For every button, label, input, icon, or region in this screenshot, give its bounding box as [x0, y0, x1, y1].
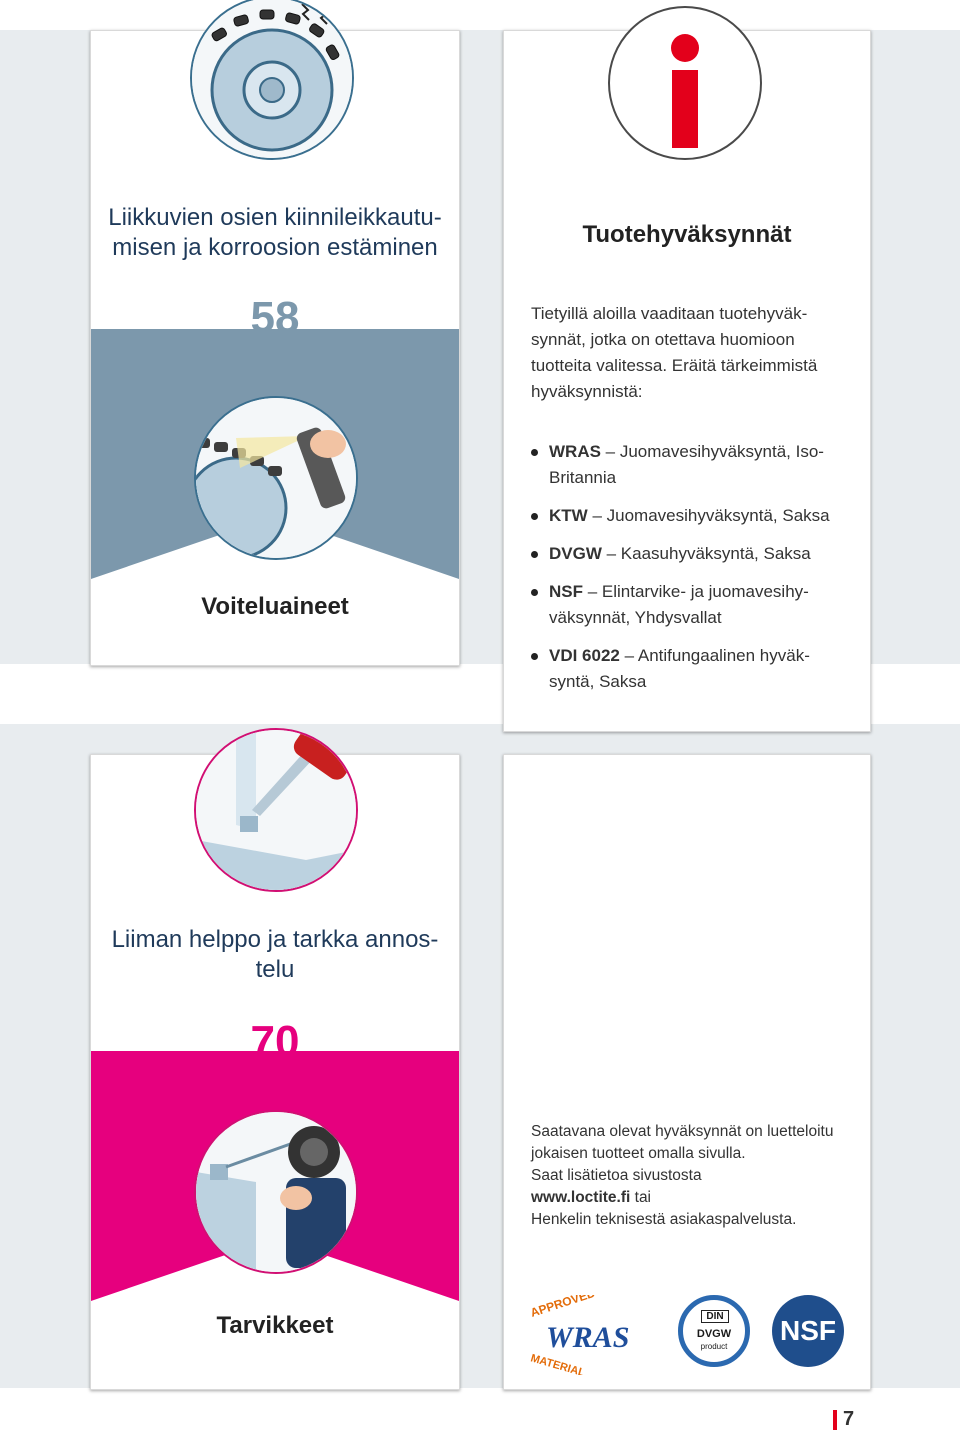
page-reference-number[interactable]: 70	[250, 1017, 300, 1066]
approval-item-dvgw: DVGW – Kaasuhyväksyntä, Saksa	[531, 541, 851, 567]
category-label: Voiteluaineet	[201, 593, 349, 620]
approval-item-nsf: NSF – Elintarvike- ja juomavesihy-väksynnät, Yhdysvallat	[531, 579, 851, 631]
svg-text:MATERIAL: MATERIAL	[529, 1352, 587, 1375]
nsf-logo: NSF	[772, 1295, 844, 1367]
approvals-heading: Tuotehyväksynnät	[582, 221, 792, 248]
page-number-marker	[833, 1410, 837, 1430]
glue-dispensing-illustration	[194, 728, 358, 892]
chain-sprocket-illustration	[190, 0, 354, 160]
svg-text:WRAS: WRAS	[546, 1321, 630, 1354]
svg-text:APPROVED: APPROVED	[528, 1295, 597, 1320]
approvals-intro: Tietyillä aloilla vaaditaan tuotehyväk- synnät, jotka on otettava huomioon tuotteita valitessa. Eräitä tärkeimmistä hyväksynnistä:	[531, 304, 818, 401]
approvals-list	[531, 439, 851, 707]
approvals-info-text: Saatavana olevat hyväksynnät on luetteloitu jokaisen tuotteet omalla sivulla. Saat lisätietoa sivustosta www.loctite.fi tai Henkelin teknisestä asiakaspalvelusta.	[531, 1123, 834, 1228]
approval-item-wras: WRAS – Juomavesihyväksyntä, Iso-Britannia	[531, 439, 851, 491]
approval-item-vdi: VDI 6022 – Antifungaalinen hyväk-syntä, Saksa	[531, 643, 851, 695]
category-label: Tarvikkeet	[216, 1312, 334, 1339]
approval-item-ktw: KTW – Juomavesihyväksyntä, Saksa	[531, 503, 851, 529]
card-title: Liikkuvien osien kiinnileikkautu- misen ja korroosion estäminen	[108, 204, 442, 261]
website-link[interactable]: www.loctite.fi	[531, 1189, 631, 1206]
lubricant-spray-illustration	[194, 396, 358, 560]
card-title: Liiman helppo ja tarkka annos- telu	[111, 926, 439, 983]
page-reference-number[interactable]: 58	[250, 293, 300, 342]
info-icon	[608, 6, 762, 160]
page-number: 7	[843, 1408, 855, 1430]
dispenser-illustration	[194, 1110, 358, 1274]
wras-logo	[526, 1295, 656, 1375]
dvgw-logo: DIN DVGW product	[678, 1295, 750, 1367]
approvals-info-card	[503, 754, 871, 1390]
